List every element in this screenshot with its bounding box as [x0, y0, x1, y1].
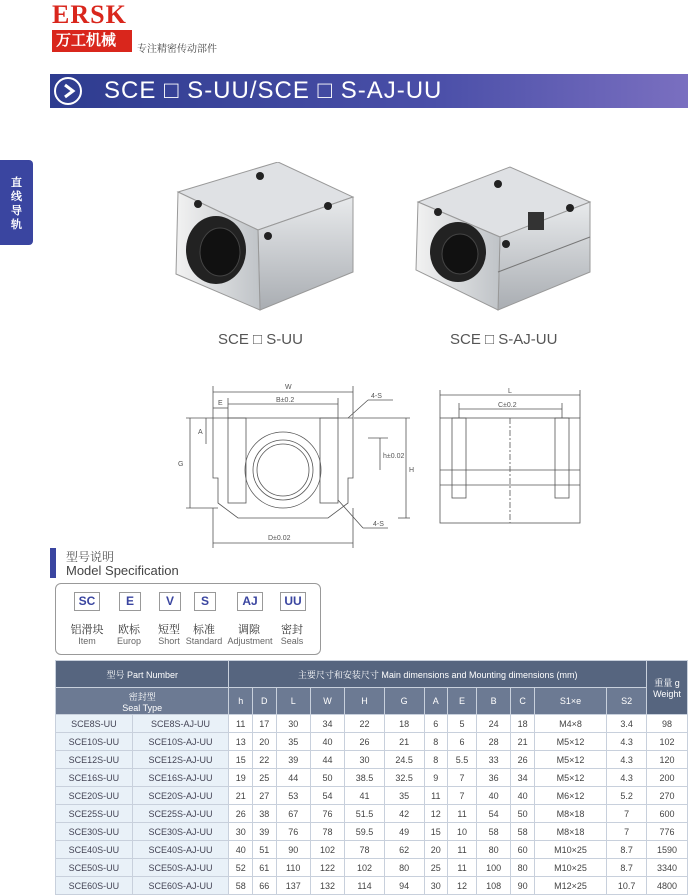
table-cell: 11: [229, 715, 253, 733]
page-title: SCE □ S-UU/SCE □ S-AJ-UU: [104, 77, 443, 104]
dim-label-4s-bottom: 4-S: [373, 521, 384, 528]
table-cell: 4800: [647, 877, 688, 895]
th-col: h: [229, 688, 253, 715]
th-col: A: [424, 688, 448, 715]
part-number-cell: SCE10S-UU: [56, 733, 133, 751]
table-cell: 17: [252, 715, 276, 733]
th-main-dims: 主要尺寸和安装尺寸 Main dimensions and Mounting dimensions (mm): [229, 661, 647, 688]
spec-title-cn: 型号说明: [66, 550, 115, 564]
table-cell: 100: [477, 859, 511, 877]
model-code-en: Seals: [280, 636, 304, 646]
table-cell: 25: [424, 859, 448, 877]
table-cell: M6×12: [534, 787, 606, 805]
table-cell: 58: [511, 823, 535, 841]
model-code-cn: 短型: [158, 624, 180, 636]
product-image-sce-s-uu: [168, 162, 358, 312]
part-number-cell: SCE25S-UU: [56, 805, 133, 823]
technical-drawing-side: [430, 385, 595, 530]
table-cell: 54: [310, 787, 344, 805]
table-cell: 132: [310, 877, 344, 895]
table-cell: 25: [252, 769, 276, 787]
table-cell: 42: [384, 805, 424, 823]
table-cell: 102: [310, 841, 344, 859]
th-col: D: [252, 688, 276, 715]
table-cell: 9: [424, 769, 448, 787]
table-cell: 58: [477, 823, 511, 841]
th-col: C: [511, 688, 535, 715]
table-cell: 54: [477, 805, 511, 823]
dim-label-E: E: [218, 400, 223, 407]
table-cell: 40: [229, 841, 253, 859]
th-col: E: [448, 688, 477, 715]
dim-label-L: L: [508, 388, 512, 395]
table-cell: 18: [384, 715, 424, 733]
th-col: W: [310, 688, 344, 715]
table-cell: 76: [276, 823, 310, 841]
model-code-en: Europ: [116, 636, 142, 646]
dim-label-4s-top: 4-S: [371, 393, 382, 400]
table-cell: 19: [229, 769, 253, 787]
part-number-cell: SCE60S-AJ-UU: [132, 877, 229, 895]
model-code-cn: 铝滑块: [70, 624, 104, 636]
model-code-cn: 密封: [281, 624, 303, 636]
table-cell: M5×12: [534, 733, 606, 751]
table-cell: M5×12: [534, 751, 606, 769]
model-code: E: [119, 592, 141, 611]
table-cell: 4.3: [607, 769, 647, 787]
table-cell: 58: [229, 877, 253, 895]
table-cell: 13: [229, 733, 253, 751]
spec-accent-bar: [50, 548, 56, 578]
model-code-en: Adjustment: [227, 636, 273, 646]
table-cell: 15: [424, 823, 448, 841]
table-cell: 3340: [647, 859, 688, 877]
table-cell: 28: [477, 733, 511, 751]
model-code-en: Standard: [185, 636, 223, 646]
table-cell: 6: [448, 733, 477, 751]
table-row: [56, 841, 688, 859]
th-col: L: [276, 688, 310, 715]
table-row: [56, 769, 688, 787]
table-cell: 108: [477, 877, 511, 895]
part-number-cell: SCE50S-AJ-UU: [132, 859, 229, 877]
table-cell: 102: [647, 733, 688, 751]
table-cell: 137: [276, 877, 310, 895]
model-code-en: Item: [78, 636, 96, 646]
table-cell: 40: [477, 787, 511, 805]
table-cell: 67: [276, 805, 310, 823]
table-cell: 5.2: [607, 787, 647, 805]
table-cell: 10.7: [607, 877, 647, 895]
table-cell: 21: [511, 733, 535, 751]
table-cell: 39: [252, 823, 276, 841]
part-number-cell: SCE60S-UU: [56, 877, 133, 895]
part-number-cell: SCE40S-AJ-UU: [132, 841, 229, 859]
table-cell: 44: [310, 751, 344, 769]
dim-label-D: D±0.02: [268, 535, 291, 542]
part-number-cell: SCE16S-UU: [56, 769, 133, 787]
table-cell: 50: [511, 805, 535, 823]
part-number-cell: SCE30S-AJ-UU: [132, 823, 229, 841]
table-cell: 114: [345, 877, 385, 895]
table-cell: 51: [252, 841, 276, 859]
side-tab: [0, 160, 33, 245]
table-cell: 36: [477, 769, 511, 787]
model-code: V: [159, 592, 181, 611]
model-code-cn: 调隙: [238, 624, 260, 636]
th-seal-type: 密封型 Seal Type: [56, 688, 229, 715]
table-cell: 12: [424, 805, 448, 823]
table-cell: 41: [345, 787, 385, 805]
table-row: [56, 823, 688, 841]
brand-logo: [52, 2, 140, 52]
table-cell: 8.7: [607, 841, 647, 859]
table-cell: M8×18: [534, 805, 606, 823]
th-col: B: [477, 688, 511, 715]
table-cell: 21: [384, 733, 424, 751]
table-row: [56, 859, 688, 877]
table-cell: 59.5: [345, 823, 385, 841]
table-cell: 76: [310, 805, 344, 823]
side-tab-label: 直线导轨: [11, 177, 22, 231]
spec-title-en: Model Specification: [66, 563, 179, 578]
table-cell: 776: [647, 823, 688, 841]
table-row: [56, 751, 688, 769]
table-cell: M10×25: [534, 841, 606, 859]
part-number-cell: SCE10S-AJ-UU: [132, 733, 229, 751]
table-row: [56, 733, 688, 751]
model-code-en: Short: [158, 636, 180, 646]
th-col: G: [384, 688, 424, 715]
table-cell: 78: [310, 823, 344, 841]
table-cell: 10: [448, 823, 477, 841]
table-cell: 24.5: [384, 751, 424, 769]
dim-label-W: W: [285, 384, 292, 391]
table-cell: 21: [229, 787, 253, 805]
table-cell: 49: [384, 823, 424, 841]
table-cell: 34: [310, 715, 344, 733]
table-cell: 34: [511, 769, 535, 787]
table-cell: 40: [310, 733, 344, 751]
table-cell: 7: [448, 769, 477, 787]
table-cell: 40: [511, 787, 535, 805]
table-cell: 26: [345, 733, 385, 751]
table-cell: 51.5: [345, 805, 385, 823]
table-cell: 62: [384, 841, 424, 859]
table-cell: 35: [276, 733, 310, 751]
th-col: H: [345, 688, 385, 715]
model-code: UU: [280, 592, 306, 611]
product-caption-1: SCE □ S-UU: [218, 331, 303, 348]
table-cell: 7: [607, 823, 647, 841]
th-col: S1×e: [534, 688, 606, 715]
th-weight: 重量 g Weight: [647, 661, 688, 715]
table-cell: 80: [384, 859, 424, 877]
table-cell: 26: [511, 751, 535, 769]
table-cell: 11: [424, 787, 448, 805]
table-cell: 7: [448, 787, 477, 805]
table-cell: 6: [424, 715, 448, 733]
dim-label-G: G: [178, 461, 184, 468]
table-cell: 26: [229, 805, 253, 823]
table-cell: 24: [477, 715, 511, 733]
table-cell: 80: [511, 859, 535, 877]
table-cell: 1590: [647, 841, 688, 859]
table-cell: 61: [252, 859, 276, 877]
table-cell: 200: [647, 769, 688, 787]
dim-label-B: B±0.2: [276, 397, 295, 404]
table-cell: 20: [424, 841, 448, 859]
table-cell: 38: [252, 805, 276, 823]
table-cell: 30: [345, 751, 385, 769]
table-cell: 122: [310, 859, 344, 877]
table-cell: 8: [424, 733, 448, 751]
table-cell: 4.3: [607, 733, 647, 751]
table-cell: 94: [384, 877, 424, 895]
table-cell: 8.7: [607, 859, 647, 877]
table-cell: 120: [647, 751, 688, 769]
table-cell: 15: [229, 751, 253, 769]
model-code-cn: 欧标: [118, 624, 140, 636]
table-cell: 22: [252, 751, 276, 769]
table-cell: M5×12: [534, 769, 606, 787]
table-cell: 90: [276, 841, 310, 859]
table-cell: 110: [276, 859, 310, 877]
table-cell: 90: [511, 877, 535, 895]
dim-label-C: C±0.2: [498, 402, 517, 409]
table-cell: 78: [345, 841, 385, 859]
part-number-cell: SCE8S-AJ-UU: [132, 715, 229, 733]
part-number-cell: SCE20S-UU: [56, 787, 133, 805]
table-cell: 33: [477, 751, 511, 769]
table-cell: 11: [448, 859, 477, 877]
table-cell: 5.5: [448, 751, 477, 769]
table-cell: 80: [477, 841, 511, 859]
table-cell: 12: [448, 877, 477, 895]
dim-label-H: H: [409, 467, 415, 474]
table-row: [56, 787, 688, 805]
table-cell: 11: [448, 805, 477, 823]
table-cell: 32.5: [384, 769, 424, 787]
table-cell: 22: [345, 715, 385, 733]
part-number-cell: SCE20S-AJ-UU: [132, 787, 229, 805]
table-cell: 7: [607, 805, 647, 823]
table-cell: 98: [647, 715, 688, 733]
play-arrow-icon: [54, 77, 82, 105]
part-number-cell: SCE12S-AJ-UU: [132, 751, 229, 769]
technical-drawing-front: [168, 378, 423, 558]
model-code: AJ: [237, 592, 263, 611]
table-cell: M8×18: [534, 823, 606, 841]
table-cell: 35: [384, 787, 424, 805]
dimension-table: [55, 660, 688, 895]
table-cell: 18: [511, 715, 535, 733]
part-number-cell: SCE30S-UU: [56, 823, 133, 841]
table-cell: 66: [252, 877, 276, 895]
model-code-cn: 标准: [193, 624, 215, 636]
table-cell: 3.4: [607, 715, 647, 733]
part-number-cell: SCE50S-UU: [56, 859, 133, 877]
part-number-cell: SCE25S-AJ-UU: [132, 805, 229, 823]
part-number-cell: SCE16S-AJ-UU: [132, 769, 229, 787]
model-code: SC: [74, 592, 100, 611]
product-caption-2: SCE □ S-AJ-UU: [450, 331, 558, 348]
table-cell: 4.3: [607, 751, 647, 769]
table-cell: 30: [229, 823, 253, 841]
table-row: [56, 805, 688, 823]
dim-label-h: h±0.02: [383, 453, 405, 460]
table-cell: 27: [252, 787, 276, 805]
th-part-number: 型号 Part Number: [56, 661, 229, 688]
table-cell: 52: [229, 859, 253, 877]
table-cell: M4×8: [534, 715, 606, 733]
table-cell: 8: [424, 751, 448, 769]
brand-name: ERSK: [52, 0, 127, 29]
part-number-cell: SCE40S-UU: [56, 841, 133, 859]
table-cell: 5: [448, 715, 477, 733]
brand-name-cn: 万工机械: [52, 30, 132, 52]
table-cell: 60: [511, 841, 535, 859]
part-number-cell: SCE12S-UU: [56, 751, 133, 769]
table-cell: 53: [276, 787, 310, 805]
table-cell: 44: [276, 769, 310, 787]
table-cell: 50: [310, 769, 344, 787]
table-cell: 270: [647, 787, 688, 805]
tagline: 专注精密传动部件: [137, 44, 217, 55]
table-cell: M12×25: [534, 877, 606, 895]
table-cell: 20: [252, 733, 276, 751]
table-cell: M10×25: [534, 859, 606, 877]
table-cell: 30: [276, 715, 310, 733]
table-cell: 39: [276, 751, 310, 769]
table-cell: 600: [647, 805, 688, 823]
th-col: S2: [607, 688, 647, 715]
part-number-cell: SCE8S-UU: [56, 715, 133, 733]
table-cell: 102: [345, 859, 385, 877]
product-image-sce-s-aj-uu: [410, 162, 595, 312]
model-code: S: [194, 592, 216, 611]
table-cell: 38.5: [345, 769, 385, 787]
table-cell: 30: [424, 877, 448, 895]
table-cell: 11: [448, 841, 477, 859]
table-row: [56, 715, 688, 733]
dim-label-A: A: [198, 429, 203, 436]
